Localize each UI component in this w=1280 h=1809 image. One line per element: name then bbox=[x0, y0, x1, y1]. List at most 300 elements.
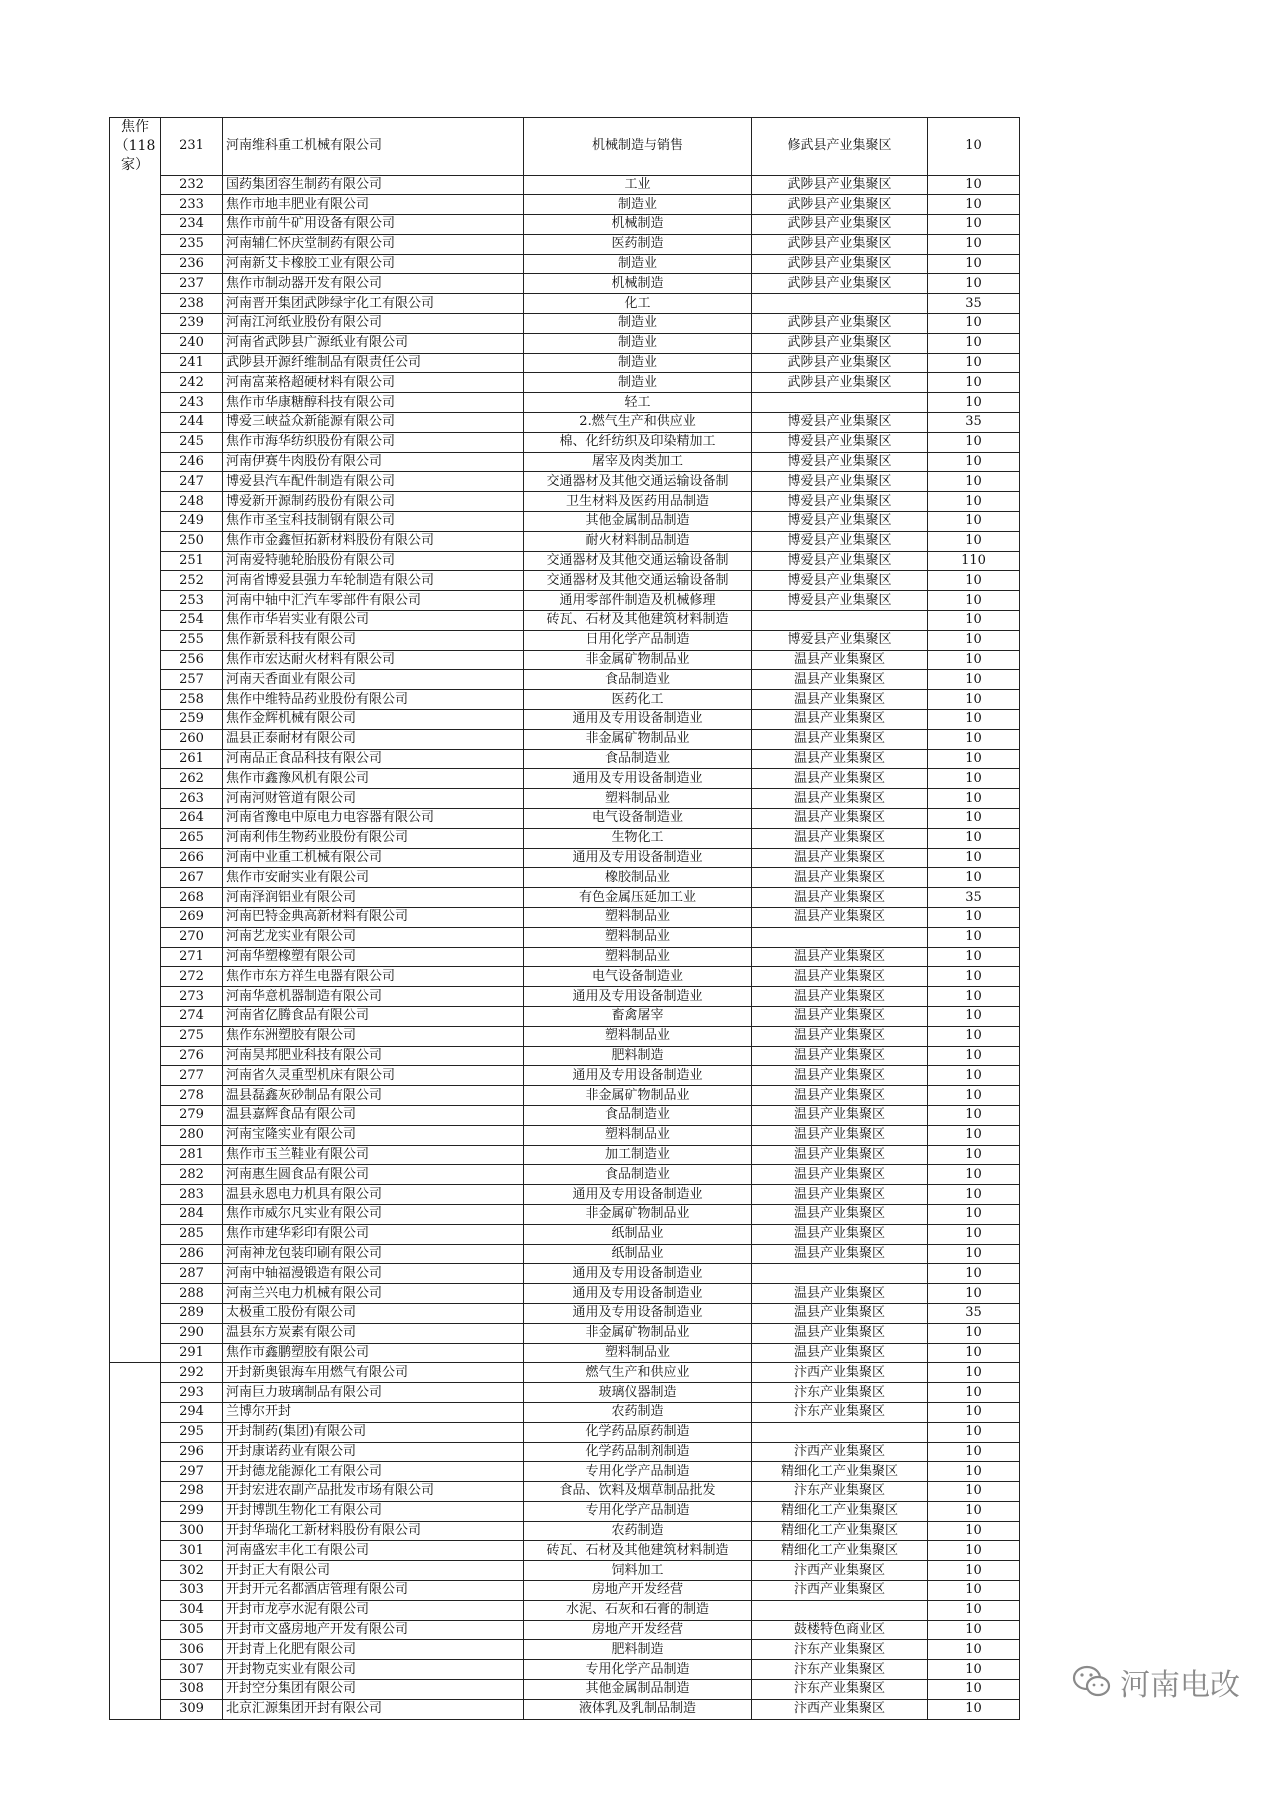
region-cell-continued bbox=[110, 432, 161, 452]
table-row bbox=[110, 254, 1020, 274]
company-name-cell: 河南惠生圆食品有限公司 bbox=[223, 1165, 524, 1185]
industrial-zone-cell: 汴东产业集聚区 bbox=[752, 1482, 928, 1502]
value-cell: 10 bbox=[928, 393, 1020, 413]
industry-cell: 通用及专用设备制造业 bbox=[524, 1066, 752, 1086]
company-name-cell: 国药集团容生制药有限公司 bbox=[223, 175, 524, 195]
region-cell-continued bbox=[110, 947, 161, 967]
industry-cell: 制造业 bbox=[524, 333, 752, 353]
table-row bbox=[110, 1680, 1020, 1700]
industrial-zone-cell: 汴东产业集聚区 bbox=[752, 1680, 928, 1700]
industry-cell: 棉、化纤纺织及印染精加工 bbox=[524, 432, 752, 452]
value-cell: 10 bbox=[928, 1383, 1020, 1403]
value-cell: 10 bbox=[928, 234, 1020, 254]
industry-cell: 饲料加工 bbox=[524, 1561, 752, 1581]
value-cell: 10 bbox=[928, 1125, 1020, 1145]
region-cell-continued bbox=[110, 1185, 161, 1205]
industry-cell: 生物化工 bbox=[524, 828, 752, 848]
value-cell: 10 bbox=[928, 492, 1020, 512]
row-number-cell: 256 bbox=[161, 650, 223, 670]
industry-cell: 玻璃仪器制造 bbox=[524, 1383, 752, 1403]
value-cell: 10 bbox=[928, 1145, 1020, 1165]
company-name-cell: 博爱新开源制药股份有限公司 bbox=[223, 492, 524, 512]
company-name-cell: 河南巨力玻璃制品有限公司 bbox=[223, 1383, 524, 1403]
region-cell-continued bbox=[110, 1600, 161, 1620]
value-cell: 10 bbox=[928, 1699, 1020, 1719]
region-cell-continued bbox=[110, 413, 161, 433]
row-number-cell: 300 bbox=[161, 1521, 223, 1541]
industrial-zone-cell bbox=[752, 393, 928, 413]
table-row bbox=[110, 472, 1020, 492]
table-row bbox=[110, 118, 1020, 176]
table-row bbox=[110, 967, 1020, 987]
value-cell: 10 bbox=[928, 274, 1020, 294]
row-number-cell: 244 bbox=[161, 413, 223, 433]
industrial-zone-cell: 精细化工产业集聚区 bbox=[752, 1541, 928, 1561]
company-name-cell: 焦作市建华彩印有限公司 bbox=[223, 1224, 524, 1244]
industrial-zone-cell: 温县产业集聚区 bbox=[752, 749, 928, 769]
region-cell-continued bbox=[110, 769, 161, 789]
industry-cell: 制造业 bbox=[524, 254, 752, 274]
region-cell-continued bbox=[110, 1046, 161, 1066]
value-cell: 10 bbox=[928, 1046, 1020, 1066]
industrial-zone-cell: 博爱县产业集聚区 bbox=[752, 452, 928, 472]
value-cell: 10 bbox=[928, 1600, 1020, 1620]
row-number-cell: 253 bbox=[161, 591, 223, 611]
industrial-zone-cell: 武陟县产业集聚区 bbox=[752, 373, 928, 393]
table-row bbox=[110, 1581, 1020, 1601]
value-cell: 10 bbox=[928, 729, 1020, 749]
region-cell-continued bbox=[110, 1086, 161, 1106]
table-row bbox=[110, 1343, 1020, 1363]
value-cell: 10 bbox=[928, 1581, 1020, 1601]
region-cell bbox=[110, 1363, 161, 1383]
value-cell: 10 bbox=[928, 472, 1020, 492]
value-cell: 10 bbox=[928, 195, 1020, 215]
row-number-cell: 287 bbox=[161, 1264, 223, 1284]
value-cell: 10 bbox=[928, 1640, 1020, 1660]
industrial-zone-cell: 武陟县产业集聚区 bbox=[752, 254, 928, 274]
value-cell: 10 bbox=[928, 630, 1020, 650]
table-row bbox=[110, 314, 1020, 334]
region-cell-continued bbox=[110, 888, 161, 908]
industrial-zone-cell: 温县产业集聚区 bbox=[752, 1284, 928, 1304]
industrial-zone-cell: 修武县产业集聚区 bbox=[752, 118, 928, 176]
value-cell: 10 bbox=[928, 1462, 1020, 1482]
table-row bbox=[110, 274, 1020, 294]
industrial-zone-cell bbox=[752, 1422, 928, 1442]
table-row bbox=[110, 1006, 1020, 1026]
industry-cell: 电气设备制造业 bbox=[524, 967, 752, 987]
table-row bbox=[110, 551, 1020, 571]
company-name-cell: 温县嘉辉食品有限公司 bbox=[223, 1105, 524, 1125]
table-row bbox=[110, 1402, 1020, 1422]
region-cell-continued bbox=[110, 531, 161, 551]
company-name-cell: 焦作市安耐实业有限公司 bbox=[223, 868, 524, 888]
industry-cell: 通用及专用设备制造业 bbox=[524, 1284, 752, 1304]
industrial-zone-cell: 博爱县产业集聚区 bbox=[752, 432, 928, 452]
industrial-zone-cell: 温县产业集聚区 bbox=[752, 769, 928, 789]
table-row bbox=[110, 1224, 1020, 1244]
value-cell: 10 bbox=[928, 314, 1020, 334]
row-number-cell: 241 bbox=[161, 353, 223, 373]
industrial-zone-cell: 温县产业集聚区 bbox=[752, 1046, 928, 1066]
region-cell-continued bbox=[110, 294, 161, 314]
row-number-cell: 302 bbox=[161, 1561, 223, 1581]
company-name-cell: 河南华意机器制造有限公司 bbox=[223, 987, 524, 1007]
industrial-zone-cell: 温县产业集聚区 bbox=[752, 967, 928, 987]
value-cell: 10 bbox=[928, 1264, 1020, 1284]
industrial-zone-cell: 温县产业集聚区 bbox=[752, 1006, 928, 1026]
row-number-cell: 280 bbox=[161, 1125, 223, 1145]
industrial-zone-cell: 温县产业集聚区 bbox=[752, 1244, 928, 1264]
company-name-cell: 河南神龙包装印刷有限公司 bbox=[223, 1244, 524, 1264]
value-cell: 10 bbox=[928, 1541, 1020, 1561]
industrial-zone-cell: 温县产业集聚区 bbox=[752, 1185, 928, 1205]
region-cell-continued bbox=[110, 1521, 161, 1541]
industry-cell: 专用化学产品制造 bbox=[524, 1660, 752, 1680]
industry-cell: 非金属矿物制品业 bbox=[524, 1204, 752, 1224]
row-number-cell: 245 bbox=[161, 432, 223, 452]
table-row bbox=[110, 1521, 1020, 1541]
company-name-cell: 开封制药(集团)有限公司 bbox=[223, 1422, 524, 1442]
table-row bbox=[110, 1422, 1020, 1442]
company-name-cell: 开封青上化肥有限公司 bbox=[223, 1640, 524, 1660]
industrial-zone-cell: 温县产业集聚区 bbox=[752, 987, 928, 1007]
industry-cell: 通用及专用设备制造业 bbox=[524, 1185, 752, 1205]
table-row bbox=[110, 690, 1020, 710]
company-name-cell: 焦作市华康糖醇科技有限公司 bbox=[223, 393, 524, 413]
region-cell-continued bbox=[110, 373, 161, 393]
industry-cell: 畜禽屠宰 bbox=[524, 1006, 752, 1026]
table-row bbox=[110, 195, 1020, 215]
company-name-cell: 温县东方炭素有限公司 bbox=[223, 1323, 524, 1343]
value-cell: 10 bbox=[928, 828, 1020, 848]
row-number-cell: 272 bbox=[161, 967, 223, 987]
row-number-cell: 298 bbox=[161, 1482, 223, 1502]
table-row bbox=[110, 413, 1020, 433]
industrial-zone-cell: 博爱县产业集聚区 bbox=[752, 551, 928, 571]
industrial-zone-cell: 武陟县产业集聚区 bbox=[752, 234, 928, 254]
industry-cell: 燃气生产和供应业 bbox=[524, 1363, 752, 1383]
value-cell: 10 bbox=[928, 1105, 1020, 1125]
table-row bbox=[110, 1363, 1020, 1383]
industrial-zone-cell: 博爱县产业集聚区 bbox=[752, 591, 928, 611]
value-cell: 10 bbox=[928, 1442, 1020, 1462]
company-name-cell: 温县永恩电力机具有限公司 bbox=[223, 1185, 524, 1205]
company-name-cell: 河南品正食品科技有限公司 bbox=[223, 749, 524, 769]
industrial-zone-cell: 汴东产业集聚区 bbox=[752, 1402, 928, 1422]
industry-cell: 农药制造 bbox=[524, 1402, 752, 1422]
region-cell-continued bbox=[110, 472, 161, 492]
company-name-cell: 河南华塑橡塑有限公司 bbox=[223, 947, 524, 967]
table-row bbox=[110, 1066, 1020, 1086]
industrial-zone-cell: 温县产业集聚区 bbox=[752, 1165, 928, 1185]
row-number-cell: 235 bbox=[161, 234, 223, 254]
table-row bbox=[110, 1600, 1020, 1620]
industrial-zone-cell: 汴东产业集聚区 bbox=[752, 1383, 928, 1403]
table-row bbox=[110, 294, 1020, 314]
row-number-cell: 309 bbox=[161, 1699, 223, 1719]
industrial-zone-cell: 温县产业集聚区 bbox=[752, 1066, 928, 1086]
table-row bbox=[110, 888, 1020, 908]
value-cell: 35 bbox=[928, 413, 1020, 433]
company-name-cell: 河南维科重工机械有限公司 bbox=[223, 118, 524, 176]
value-cell: 10 bbox=[928, 591, 1020, 611]
table-row bbox=[110, 1105, 1020, 1125]
industry-cell: 食品制造业 bbox=[524, 1165, 752, 1185]
enterprise-table bbox=[109, 117, 1020, 1720]
industrial-zone-cell: 武陟县产业集聚区 bbox=[752, 333, 928, 353]
industrial-zone-cell bbox=[752, 1600, 928, 1620]
region-cell-continued bbox=[110, 1105, 161, 1125]
table-row bbox=[110, 1501, 1020, 1521]
industrial-zone-cell: 温县产业集聚区 bbox=[752, 690, 928, 710]
region-cell-continued bbox=[110, 195, 161, 215]
company-name-cell: 北京汇源集团开封有限公司 bbox=[223, 1699, 524, 1719]
region-cell-continued bbox=[110, 789, 161, 809]
company-name-cell: 开封华瑞化工新材料股份有限公司 bbox=[223, 1521, 524, 1541]
company-name-cell: 河南泽润铝业有限公司 bbox=[223, 888, 524, 908]
value-cell: 10 bbox=[928, 1185, 1020, 1205]
company-name-cell: 开封新奥银海车用燃气有限公司 bbox=[223, 1363, 524, 1383]
industry-cell: 水泥、石灰和石膏的制造 bbox=[524, 1600, 752, 1620]
value-cell: 10 bbox=[928, 1402, 1020, 1422]
company-name-cell: 焦作市鑫豫风机有限公司 bbox=[223, 769, 524, 789]
industrial-zone-cell: 温县产业集聚区 bbox=[752, 828, 928, 848]
industrial-zone-cell: 温县产业集聚区 bbox=[752, 947, 928, 967]
industrial-zone-cell: 汴西产业集聚区 bbox=[752, 1442, 928, 1462]
company-name-cell: 河南中轴福漫锻造有限公司 bbox=[223, 1264, 524, 1284]
value-cell: 10 bbox=[928, 690, 1020, 710]
region-cell-continued bbox=[110, 630, 161, 650]
row-number-cell: 232 bbox=[161, 175, 223, 195]
table-row bbox=[110, 710, 1020, 730]
company-name-cell: 开封市龙亭水泥有限公司 bbox=[223, 1600, 524, 1620]
table-row bbox=[110, 234, 1020, 254]
enterprise-table-body bbox=[110, 118, 1020, 1720]
row-number-cell: 279 bbox=[161, 1105, 223, 1125]
row-number-cell: 264 bbox=[161, 809, 223, 829]
value-cell: 35 bbox=[928, 1303, 1020, 1323]
table-row bbox=[110, 1561, 1020, 1581]
row-number-cell: 252 bbox=[161, 571, 223, 591]
row-number-cell: 281 bbox=[161, 1145, 223, 1165]
region-cell-continued bbox=[110, 1204, 161, 1224]
region-cell-continued bbox=[110, 927, 161, 947]
industrial-zone-cell: 温县产业集聚区 bbox=[752, 1105, 928, 1125]
industrial-zone-cell: 鼓楼特色商业区 bbox=[752, 1620, 928, 1640]
region-cell-continued bbox=[110, 353, 161, 373]
region-cell-continued bbox=[110, 987, 161, 1007]
row-number-cell: 248 bbox=[161, 492, 223, 512]
row-number-cell: 246 bbox=[161, 452, 223, 472]
industrial-zone-cell: 武陟县产业集聚区 bbox=[752, 314, 928, 334]
industry-cell: 机械制造与销售 bbox=[524, 118, 752, 176]
region-cell-continued bbox=[110, 1125, 161, 1145]
value-cell: 10 bbox=[928, 1224, 1020, 1244]
industry-cell: 非金属矿物制品业 bbox=[524, 729, 752, 749]
industrial-zone-cell: 温县产业集聚区 bbox=[752, 1125, 928, 1145]
industrial-zone-cell: 博爱县产业集聚区 bbox=[752, 630, 928, 650]
industry-cell: 液体乳及乳制品制造 bbox=[524, 1699, 752, 1719]
industrial-zone-cell: 温县产业集聚区 bbox=[752, 848, 928, 868]
table-row bbox=[110, 1383, 1020, 1403]
industrial-zone-cell: 温县产业集聚区 bbox=[752, 868, 928, 888]
industrial-zone-cell bbox=[752, 1264, 928, 1284]
company-name-cell: 焦作市东方祥生电器有限公司 bbox=[223, 967, 524, 987]
region-cell-continued bbox=[110, 492, 161, 512]
value-cell: 10 bbox=[928, 809, 1020, 829]
region-cell-continued bbox=[110, 591, 161, 611]
company-name-cell: 河南艺龙实业有限公司 bbox=[223, 927, 524, 947]
company-name-cell: 焦作市海华纺织股份有限公司 bbox=[223, 432, 524, 452]
industrial-zone-cell: 汴西产业集聚区 bbox=[752, 1699, 928, 1719]
table-row bbox=[110, 373, 1020, 393]
table-row bbox=[110, 1264, 1020, 1284]
industry-cell: 其他金属制品制造 bbox=[524, 1680, 752, 1700]
industrial-zone-cell: 博爱县产业集聚区 bbox=[752, 413, 928, 433]
industry-cell: 制造业 bbox=[524, 195, 752, 215]
watermark bbox=[1072, 1660, 1240, 1704]
region-cell-continued bbox=[110, 1303, 161, 1323]
value-cell: 10 bbox=[928, 967, 1020, 987]
row-number-cell: 290 bbox=[161, 1323, 223, 1343]
company-name-cell: 焦作市圣宝科技制钢有限公司 bbox=[223, 512, 524, 532]
value-cell: 10 bbox=[928, 512, 1020, 532]
industry-cell: 塑料制品业 bbox=[524, 907, 752, 927]
value-cell: 10 bbox=[928, 1680, 1020, 1700]
region-cell-continued bbox=[110, 215, 161, 235]
region-cell-continued bbox=[110, 868, 161, 888]
company-name-cell: 河南辅仁怀庆堂制药有限公司 bbox=[223, 234, 524, 254]
industry-cell: 房地产开发经营 bbox=[524, 1620, 752, 1640]
row-number-cell: 258 bbox=[161, 690, 223, 710]
industrial-zone-cell bbox=[752, 611, 928, 631]
company-name-cell: 焦作市金鑫恒拓新材料股份有限公司 bbox=[223, 531, 524, 551]
company-name-cell: 河南伊赛牛肉股份有限公司 bbox=[223, 452, 524, 472]
value-cell: 10 bbox=[928, 1660, 1020, 1680]
table-row bbox=[110, 729, 1020, 749]
company-name-cell: 河南晋开集团武陟绿宇化工有限公司 bbox=[223, 294, 524, 314]
region-cell-continued bbox=[110, 611, 161, 631]
row-number-cell: 276 bbox=[161, 1046, 223, 1066]
company-name-cell: 开封宏进农副产品批发市场有限公司 bbox=[223, 1482, 524, 1502]
row-number-cell: 231 bbox=[161, 118, 223, 176]
industry-cell: 食品制造业 bbox=[524, 670, 752, 690]
table-row bbox=[110, 1303, 1020, 1323]
industry-cell: 通用及专用设备制造业 bbox=[524, 987, 752, 1007]
company-name-cell: 河南天香面业有限公司 bbox=[223, 670, 524, 690]
table-row bbox=[110, 1699, 1020, 1719]
company-name-cell: 河南利伟生物药业股份有限公司 bbox=[223, 828, 524, 848]
industrial-zone-cell: 温县产业集聚区 bbox=[752, 1086, 928, 1106]
industry-cell: 通用及专用设备制造业 bbox=[524, 769, 752, 789]
row-number-cell: 271 bbox=[161, 947, 223, 967]
company-name-cell: 焦作市鑫鹏塑胶有限公司 bbox=[223, 1343, 524, 1363]
table-row bbox=[110, 1640, 1020, 1660]
value-cell: 10 bbox=[928, 749, 1020, 769]
industry-cell: 日用化学产品制造 bbox=[524, 630, 752, 650]
company-name-cell: 焦作市制动器开发有限公司 bbox=[223, 274, 524, 294]
industry-cell: 食品、饮料及烟草制品批发 bbox=[524, 1482, 752, 1502]
table-row bbox=[110, 1145, 1020, 1165]
row-number-cell: 274 bbox=[161, 1006, 223, 1026]
region-cell-continued bbox=[110, 907, 161, 927]
industry-cell: 砖瓦、石材及其他建筑材料制造 bbox=[524, 611, 752, 631]
region-cell-continued bbox=[110, 1026, 161, 1046]
table-row bbox=[110, 828, 1020, 848]
value-cell: 10 bbox=[928, 789, 1020, 809]
value-cell: 10 bbox=[928, 1006, 1020, 1026]
row-number-cell: 247 bbox=[161, 472, 223, 492]
table-row bbox=[110, 1244, 1020, 1264]
region-cell-continued bbox=[110, 333, 161, 353]
region-cell-continued bbox=[110, 393, 161, 413]
row-number-cell: 305 bbox=[161, 1620, 223, 1640]
region-cell-continued bbox=[110, 1442, 161, 1462]
industry-cell: 耐火材料制品制造 bbox=[524, 531, 752, 551]
industry-cell: 非金属矿物制品业 bbox=[524, 650, 752, 670]
value-cell: 10 bbox=[928, 333, 1020, 353]
industry-cell: 食品制造业 bbox=[524, 749, 752, 769]
table-row bbox=[110, 215, 1020, 235]
company-name-cell: 河南省博爱县强力车轮制造有限公司 bbox=[223, 571, 524, 591]
industrial-zone-cell: 博爱县产业集聚区 bbox=[752, 492, 928, 512]
value-cell: 10 bbox=[928, 1066, 1020, 1086]
company-name-cell: 河南中轴中汇汽车零部件有限公司 bbox=[223, 591, 524, 611]
region-cell-continued bbox=[110, 690, 161, 710]
industry-cell: 工业 bbox=[524, 175, 752, 195]
industrial-zone-cell bbox=[752, 294, 928, 314]
region-cell-continued bbox=[110, 1284, 161, 1304]
industry-cell: 屠宰及肉类加工 bbox=[524, 452, 752, 472]
region-cell-continued bbox=[110, 1660, 161, 1680]
industrial-zone-cell: 温县产业集聚区 bbox=[752, 1026, 928, 1046]
table-row bbox=[110, 571, 1020, 591]
region-cell-continued bbox=[110, 1244, 161, 1264]
row-number-cell: 255 bbox=[161, 630, 223, 650]
industrial-zone-cell: 武陟县产业集聚区 bbox=[752, 274, 928, 294]
row-number-cell: 299 bbox=[161, 1501, 223, 1521]
row-number-cell: 265 bbox=[161, 828, 223, 848]
industry-cell: 化学药品原药制造 bbox=[524, 1422, 752, 1442]
industrial-zone-cell: 温县产业集聚区 bbox=[752, 809, 928, 829]
region-cell-continued bbox=[110, 670, 161, 690]
row-number-cell: 257 bbox=[161, 670, 223, 690]
table-row bbox=[110, 670, 1020, 690]
value-cell: 10 bbox=[928, 1244, 1020, 1264]
row-number-cell: 261 bbox=[161, 749, 223, 769]
industry-cell: 食品制造业 bbox=[524, 1105, 752, 1125]
company-name-cell: 河南富莱格超硬材料有限公司 bbox=[223, 373, 524, 393]
industry-cell: 塑料制品业 bbox=[524, 1026, 752, 1046]
region-cell-continued bbox=[110, 1640, 161, 1660]
table-row bbox=[110, 1046, 1020, 1066]
row-number-cell: 260 bbox=[161, 729, 223, 749]
region-cell: 焦作（118家） bbox=[110, 118, 161, 176]
company-name-cell: 温县正泰耐材有限公司 bbox=[223, 729, 524, 749]
table-row bbox=[110, 512, 1020, 532]
value-cell: 10 bbox=[928, 432, 1020, 452]
value-cell: 10 bbox=[928, 1363, 1020, 1383]
table-row bbox=[110, 1284, 1020, 1304]
region-cell-continued bbox=[110, 551, 161, 571]
region-cell-continued bbox=[110, 1006, 161, 1026]
industrial-zone-cell: 温县产业集聚区 bbox=[752, 907, 928, 927]
row-number-cell: 294 bbox=[161, 1402, 223, 1422]
industry-cell: 肥料制造 bbox=[524, 1640, 752, 1660]
table-row bbox=[110, 987, 1020, 1007]
